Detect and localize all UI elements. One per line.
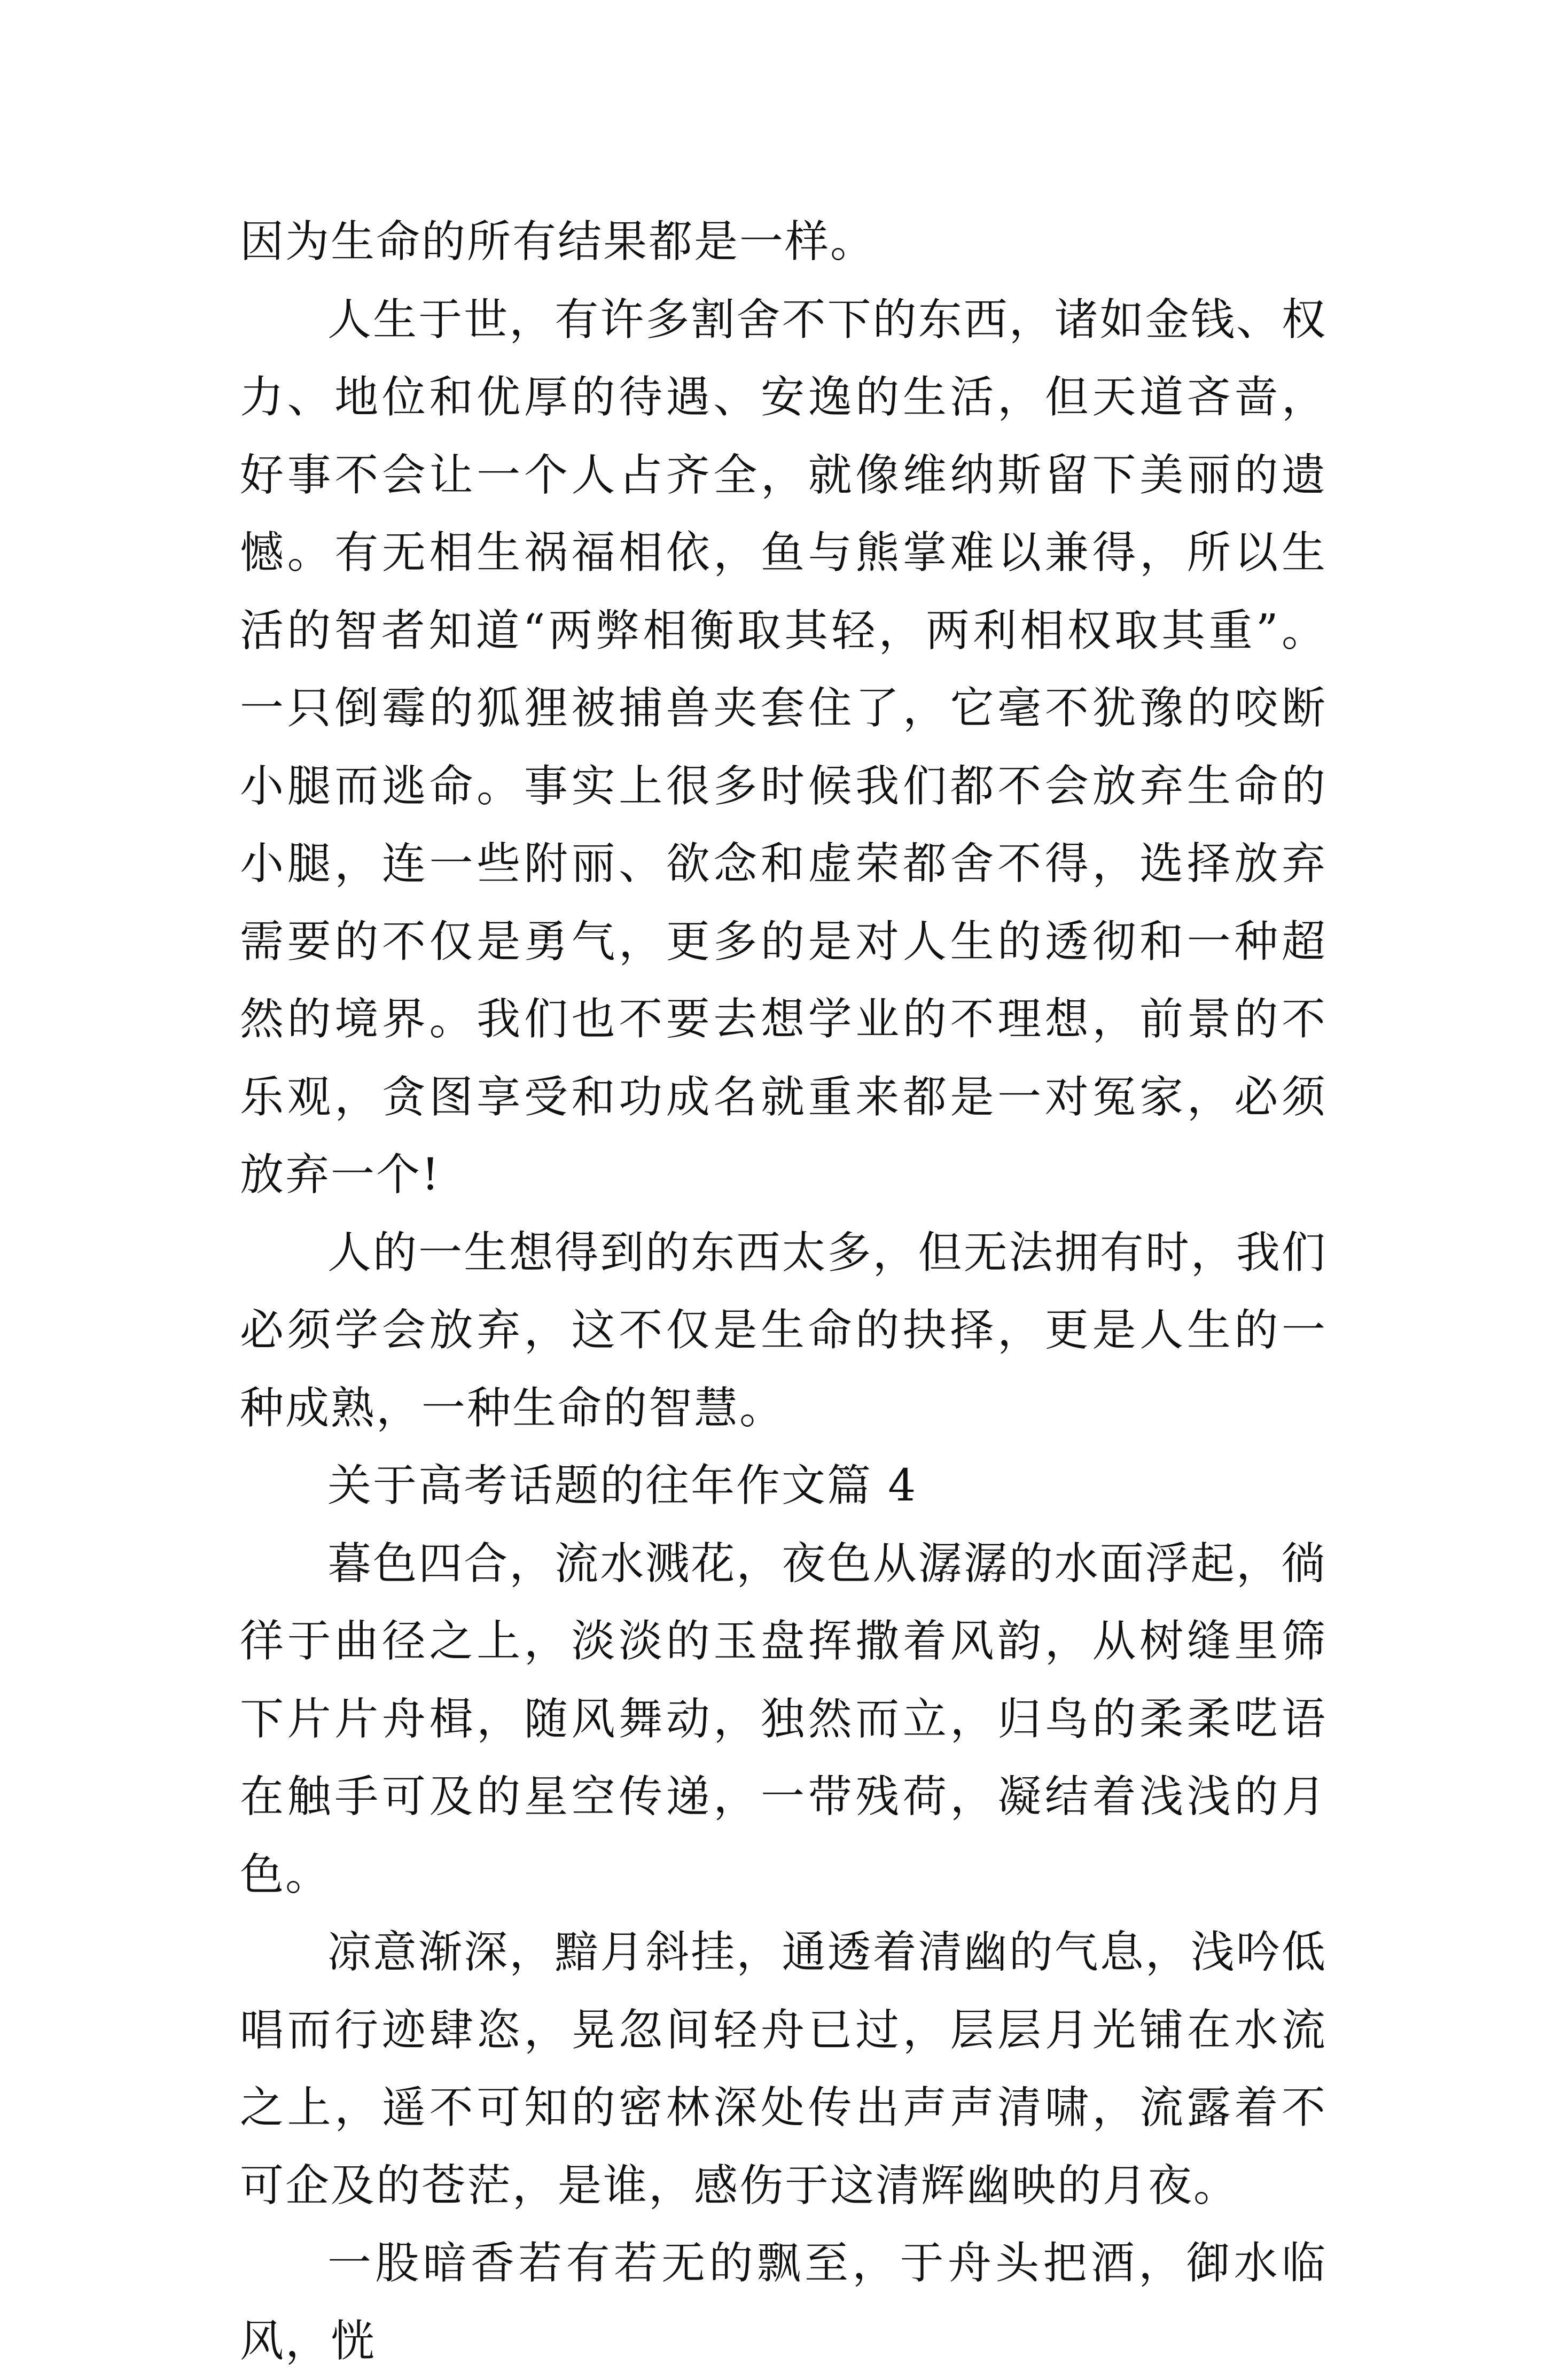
paragraph-dusk: 暮色四合，流水溅花，夜色从潺潺的水面浮起，徜徉于曲径之上，淡淡的玉盘挥撒着风韵，从树缝里筛下片片舟楫，随风舞动，独然而立，归鸟的柔柔呓语在触手可及的星空传递，一带残荷，凝结着浅浅的月色。 — [240, 1538, 1327, 1900]
paragraph-fragrance: 一股暗香若有若无的飘至，于舟头把酒，御水临风，恍 — [240, 2238, 1327, 2367]
paragraph-continuation: 因为生命的所有结果都是一样。 — [240, 216, 876, 267]
paragraph-renunciation: 人生于世，有许多割舍不下的东西，诸如金钱、权力、地位和优厚的待遇、安逸的生活，但天道吝啬，好事不会让一个人占齐全，就像维纳斯留下美丽的遗憾。有无相生祸福相依，鱼与熊掌难以兼得，所以生活的智者知道“两弊相衡取其轻，两利相权取其重”。一只倒霉的狐狸被捕兽夹套住了，它毫不犹豫的咬断小腿而逃命。事实上很多时候我们都不会放弃生命的小腿，连一些附丽、欲念和虚荣都舍不得，选择放弃需要的不仅是勇气，更多的是对人生的透彻和一种超然的境界。我们也不要去想学业的不理想，前景的不乐观，贪图享受和功成名就重来都是一对冤家，必须放弃一个! — [240, 294, 1327, 1200]
paragraph-moonlight: 凉意渐深，黯月斜挂，通透着清幽的气息，浅吟低唱而行迹肆恣，晃忽间轻舟已过，层层月光铺在水流之上，遥不可知的密林深处传出声声清啸，流露着不可企及的苍茫，是谁，感伤于这清辉幽映的月夜。 — [240, 1927, 1327, 2211]
document-body — [240, 203, 1327, 2380]
essay-heading: 关于高考话题的往年作文篇 4 — [327, 1460, 918, 1511]
paragraph-wisdom: 人的一生想得到的东西太多，但无法拥有时，我们必须学会放弃，这不仅是生命的抉择，更是人生的一种成熟，一种生命的智慧。 — [240, 1227, 1327, 1434]
